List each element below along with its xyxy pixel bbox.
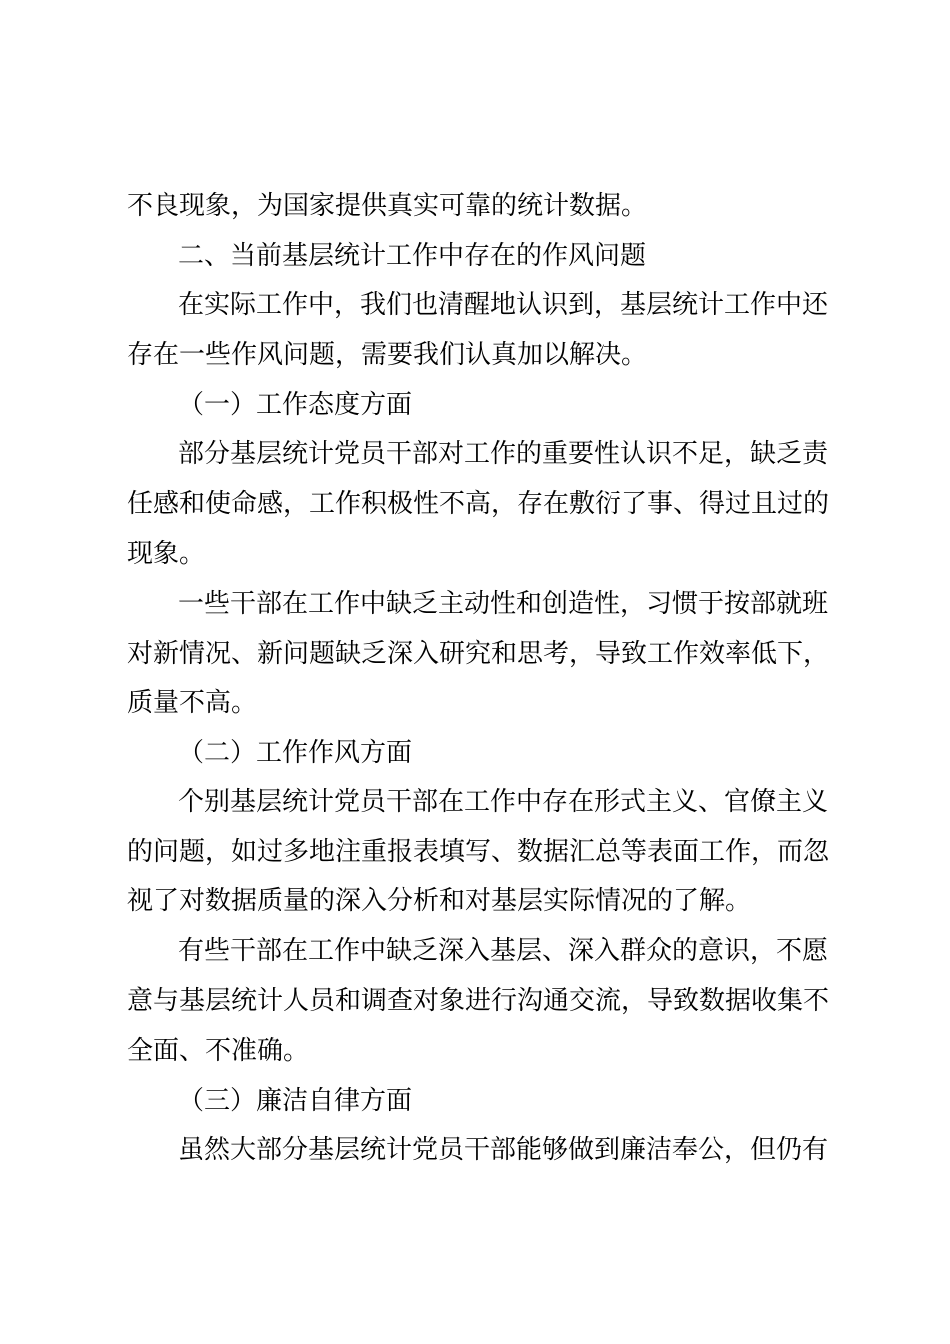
paragraph-line: 不良现象，为国家提供真实可靠的统计数据。 [127,191,648,221]
paragraph-line: 存在一些作风问题，需要我们认真加以解决。 [127,340,648,370]
subsection-heading: （一）工作态度方面 [178,390,413,420]
paragraph-line: 个别基层统计党员干部在工作中存在形式主义、官僚主义 [178,787,829,817]
paragraph-line: 质量不高。 [127,688,258,718]
paragraph-line: 全面、不准确。 [127,1036,310,1066]
section-heading: 二、当前基层统计工作中存在的作风问题 [178,241,647,271]
paragraph-line: 意与基层统计人员和调查对象进行沟通交流，导致数据收集不 [127,986,830,1016]
paragraph-line: 视了对数据质量的深入分析和对基层实际情况的了解。 [127,886,752,916]
paragraph-line: 对新情况、新问题缺乏深入研究和思考，导致工作效率低下， [127,639,830,669]
paragraph-line: 在实际工作中，我们也清醒地认识到，基层统计工作中还 [178,290,829,320]
subsection-heading: （二）工作作风方面 [178,738,413,768]
paragraph-line: 一些干部在工作中缺乏主动性和创造性，习惯于按部就班 [178,589,829,619]
paragraph-line: 虽然大部分基层统计党员干部能够做到廉洁奉公，但仍有 [178,1135,829,1165]
subsection-heading: （三）廉洁自律方面 [178,1086,413,1116]
paragraph-line: 的问题，如过多地注重报表填写、数据汇总等表面工作，而忽 [127,837,830,867]
paragraph-line: 有些干部在工作中缺乏深入基层、深入群众的意识，不愿 [178,936,829,966]
paragraph-line: 现象。 [127,539,206,569]
paragraph-line: 部分基层统计党员干部对工作的重要性认识不足，缺乏责 [178,439,829,469]
paragraph-line: 任感和使命感，工作积极性不高，存在敷衍了事、得过且过的 [127,489,830,519]
